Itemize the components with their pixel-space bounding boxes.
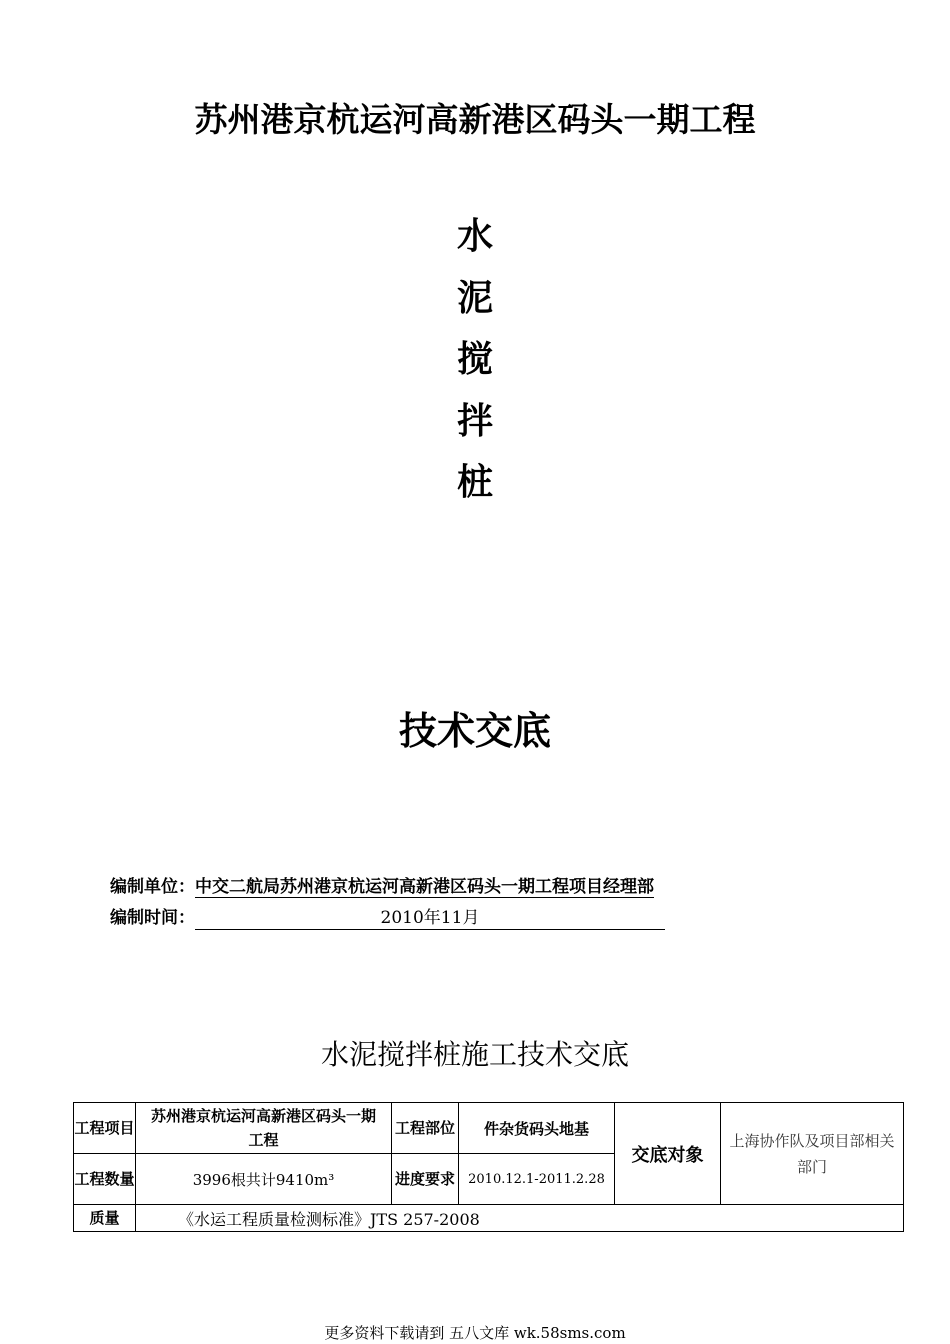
vertical-title-char: 拌 xyxy=(456,399,493,442)
compiling-unit-value: 中交二航局苏州港京杭运河高新港区码头一期工程项目经理部 xyxy=(195,877,654,897)
project-part-label: 工程部位 xyxy=(392,1103,459,1154)
handover-target-value: 上海协作队及项目部相关部门 xyxy=(721,1103,904,1205)
vertical-title-char: 水 xyxy=(456,215,493,257)
section-title: 水泥搅拌桩施工技术交底 xyxy=(320,1038,629,1071)
footer-text: 更多资料下载请到 五八文库 wk.58sms.com xyxy=(324,1324,626,1342)
handover-info-table xyxy=(73,1102,904,1232)
vertical-title-char: 搅 xyxy=(456,338,493,380)
vertical-title-char: 泥 xyxy=(456,276,493,319)
compiling-unit-label: 编制单位： xyxy=(110,877,195,897)
project-part-value: 件杂货码头地基 xyxy=(459,1103,615,1154)
quantity-label: 工程数量 xyxy=(74,1154,136,1205)
project-item-value: 苏州港京杭运河高新港区码头一期工程 xyxy=(136,1103,392,1154)
table-row xyxy=(74,1103,904,1154)
compiling-time-value: 2010年11月 xyxy=(195,903,665,930)
schedule-label: 进度要求 xyxy=(392,1154,459,1205)
handover-target-label: 交底对象 xyxy=(615,1103,721,1205)
project-item-label: 工程项目 xyxy=(74,1103,136,1154)
schedule-value: 2010.12.1-2011.2.28 xyxy=(459,1154,615,1205)
project-title: 苏州港京杭运河高新港区码头一期工程 xyxy=(194,100,756,139)
quality-value: 《水运工程质量检测标准》JTS 257-2008 xyxy=(136,1205,904,1232)
table-row xyxy=(74,1205,904,1232)
vertical-title xyxy=(0,206,950,514)
doc-type-title: 技术交底 xyxy=(398,708,551,753)
quantity-value: 3996根共计9410m³ xyxy=(136,1154,392,1205)
compiling-unit xyxy=(110,872,654,897)
vertical-title-char: 桩 xyxy=(456,461,493,503)
compiling-time xyxy=(110,903,665,930)
compiling-time-label: 编制时间： xyxy=(110,908,195,928)
quality-label: 质量 xyxy=(74,1205,136,1232)
